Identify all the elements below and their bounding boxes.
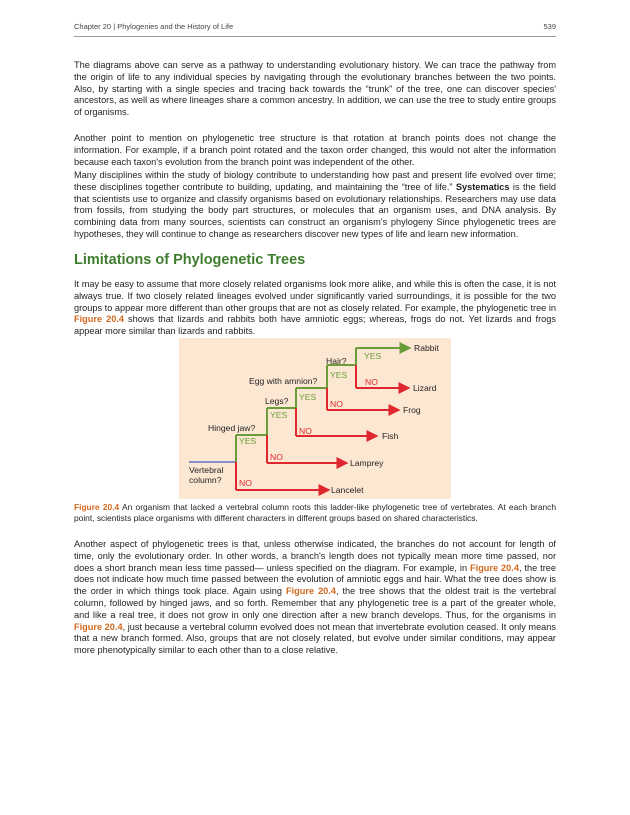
yes-label-hinged-jaw: YES [270, 410, 288, 420]
paragraph-branch-length-part-a: Another aspect of phylogenetic trees is that, unless otherwise indicated, the branches do not account for length of time, only the evolutionary order. In other words, a branch's length does not typically mean more time passed, nor does a short branch mean less time passed— unless specified on the diagram. For example, in [74, 539, 556, 573]
taxon-fish: Fish [382, 431, 399, 441]
taxon-frog: Frog [403, 405, 421, 415]
page-header [74, 22, 556, 34]
no-label-hinged-jaw: NO [270, 452, 283, 462]
no-label-hair: NO [365, 377, 378, 387]
taxon-lancelet: Lancelet [331, 485, 364, 495]
paragraph-limitations-part-a: It may be easy to assume that more closely related organisms look more alike, and while this is often the case, it is not always true. If two closely related lineages evolved under significantly varied surroundings, it is possible for the two groups to appear more different than other groups that are not as closely related. For example, the phylogenetic tree in [74, 279, 556, 313]
page-number: 539 [543, 22, 556, 31]
paragraph-systematics [74, 170, 556, 241]
no-label-legs: NO [299, 426, 312, 436]
question-hinged-jaw: Hinged jaw? [208, 423, 256, 433]
question-vertebral-line2: column? [189, 475, 222, 485]
phylogenetic-tree-diagram [179, 338, 451, 499]
chapter-title: Chapter 20 | Phylogenies and the History of Life [74, 22, 234, 31]
paragraph-pathway: The diagrams above can serve as a pathway to understanding evolutionary history. We can trace the pathway from the origin of life to any individual species by navigating through the evolutionary branches between the two points. Also, by starting with a single species and tracing back towards the “trunk” of the tree, one can discover species' ancestors, as well as where lineages share a common ancestry. In addition, we can use the tree to study entire groups of organisms. [74, 60, 556, 118]
paragraph-rotation: Another point to mention on phylogenetic tree structure is that rotation at branch points does not change the information. For example, if a branch point rotated and the taxon order changed, this would not alter the information because each taxon's evolution from the branch point was independent of the other. [74, 133, 556, 167]
phylogenetic-tree-figure [179, 338, 451, 499]
yes-label-vertebral: YES [239, 436, 257, 446]
paragraph-systematics-part-b: is the field that scientists use to organize and classify organisms based on evolutionary relationships. Researchers may use data from fossils, from studying the body part structures, or molecules that an organism uses, and DNA analysis. By combining data from many sources, scientists can construct an organism's phylogeny Since phylogenetic trees are hypotheses, they will continue to change as researchers discover new types of life and learn new information. [74, 181, 557, 239]
term-systematics: Systematics [455, 181, 510, 192]
paragraph-systematics-part-a: Many disciplines within the study of biology contribute to understanding how past and present life evolved over time; these disciplines together contribute to building, updating, and maintaining the “tree of life.” [74, 170, 556, 192]
yes-label-hair: YES [364, 351, 382, 361]
paragraph-branch-length-part-b: , the tree does not indicate how much time passed between the evolution of amniotic eggs and hair. What the tree does show is the order in which things took place. Again using [74, 562, 556, 597]
no-label-vertebral: NO [239, 478, 252, 488]
no-label-amnion: NO [330, 399, 343, 409]
yes-label-legs: YES [299, 392, 317, 402]
question-vertebral-line1: Vertebral [189, 465, 224, 475]
yes-label-amnion: YES [330, 370, 348, 380]
figure-caption-text: An organism that lacked a vertebral column roots this ladder-like phylogenetic tree of vertebrates. At each branch point, scientists place organisms with different characters in different groups based on shared characteristics. [74, 502, 556, 523]
paragraph-limitations [74, 279, 556, 338]
question-amnion: Egg with amnion? [249, 376, 318, 386]
paragraph-branch-length-part-d: , just because a vertebral column evolved does not mean that invertebrate evolution ceased. It only means that a new branch formed. Also, groups that are not closely related, but evolve under similar conditions, may appear more phenotypically similar to each other than to a close relative. [74, 621, 556, 656]
paragraph-branch-length [74, 539, 556, 657]
figure-link[interactable]: Figure 20.4 [286, 586, 336, 597]
header-divider [74, 36, 556, 37]
section-heading: Limitations of Phylogenetic Trees [74, 252, 306, 268]
figure-label: Figure 20.4 [74, 502, 120, 512]
figure-link[interactable]: Figure 20.4 [74, 621, 123, 632]
question-hair: Hair? [326, 356, 347, 366]
paragraph-branch-length-part-c: , the tree shows that the oldest trait is the vertebral column, followed by hinged jaws, and so forth. Remember that any phylogenetic tree is a part of the greater whole, and like a real tree, it does not grow in only one direction after a new branch develops. Thus, for the organisms in [74, 586, 556, 620]
paragraph-limitations-part-b: shows that lizards and rabbits both have amniotic eggs; whereas, frogs do not. Yet lizards and frogs appear more similar than lizards and rabbits. [74, 314, 556, 337]
taxon-rabbit: Rabbit [414, 343, 439, 353]
figure-link[interactable]: Figure 20.4 [74, 314, 124, 325]
figure-caption [74, 502, 556, 524]
taxon-lizard: Lizard [413, 383, 437, 393]
question-legs: Legs? [265, 396, 289, 406]
figure-link[interactable]: Figure 20.4 [470, 562, 519, 573]
taxon-lamprey: Lamprey [350, 458, 384, 468]
